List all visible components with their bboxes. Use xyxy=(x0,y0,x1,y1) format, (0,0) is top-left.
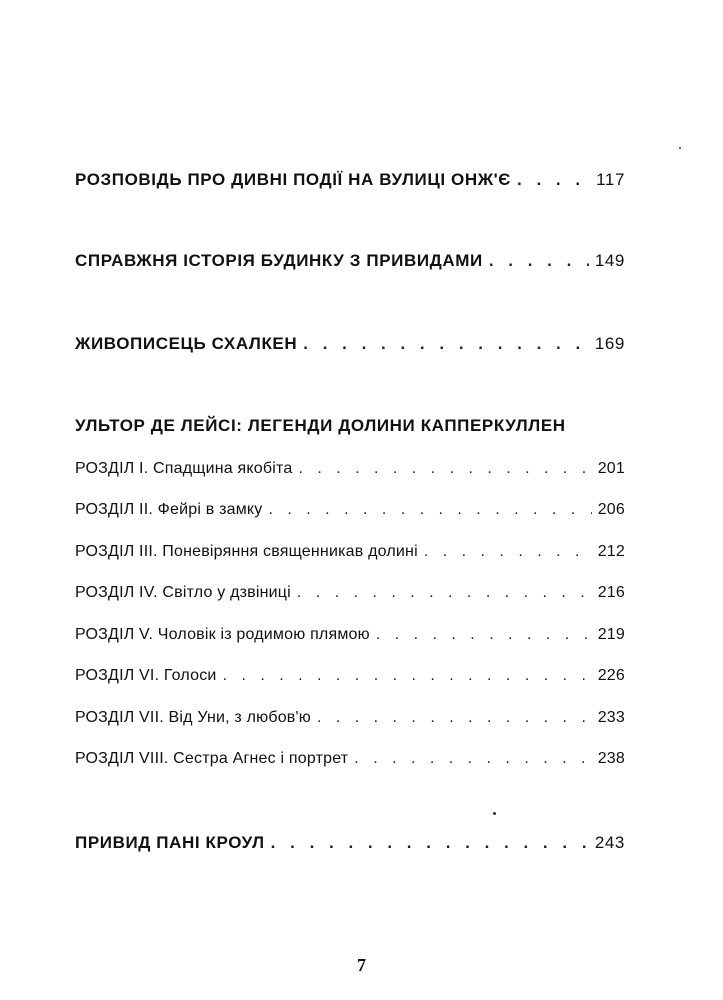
toc-entry-title: ПРИВИД ПАНІ КРОУЛ xyxy=(75,833,265,852)
chapter-entry xyxy=(75,543,625,561)
dot-leader xyxy=(269,501,592,519)
dot-leader xyxy=(489,251,589,271)
dot-leader xyxy=(223,667,592,685)
dot-leader xyxy=(271,833,589,853)
chapter-page: 216 xyxy=(597,584,625,601)
dot-leader xyxy=(297,584,592,602)
chapter-title: РОЗДІЛ ІІІ. Поневіряння священникав долині xyxy=(75,543,418,560)
toc-entry-title: РОЗПОВІДЬ ПРО ДИВНІ ПОДІЇ НА ВУЛИЦІ ОНЖ'Є xyxy=(75,170,512,189)
chapter-page: 238 xyxy=(597,750,625,767)
chapter-page: 226 xyxy=(597,667,625,684)
chapter-title: РОЗДІЛ VІ. Голоси xyxy=(75,667,217,684)
dot-leader xyxy=(317,709,592,727)
section-heading: УЛЬТОР ДЕ ЛЕЙСІ: ЛЕГЕНДИ ДОЛИНИ КАППЕРКУЛЛЕН xyxy=(75,416,566,435)
chapter-entry xyxy=(75,709,625,727)
chapter-title: РОЗДІЛ IV. Світло у дзвіниці xyxy=(75,584,291,601)
chapter-entry xyxy=(75,750,625,768)
dot-leader xyxy=(517,170,590,190)
page-number: 7 xyxy=(357,955,366,975)
chapter-title: РОЗДІЛ VІІІ. Сестра Агнес і портрет xyxy=(75,750,349,767)
toc-entry-page: 243 xyxy=(594,833,625,852)
chapter-page: 219 xyxy=(597,626,625,643)
toc-entry-page: 169 xyxy=(594,334,625,353)
dot-leader xyxy=(303,334,589,354)
chapter-title: РОЗДІЛ VІІ. Від Уни, з любов'ю xyxy=(75,709,311,726)
print-speck xyxy=(493,812,496,815)
dot-leader xyxy=(298,460,591,478)
toc-entry xyxy=(75,170,625,190)
toc-entry xyxy=(75,833,625,853)
dot-leader xyxy=(376,626,592,644)
chapter-entry xyxy=(75,667,625,685)
toc-entry-page: 117 xyxy=(596,170,625,189)
print-speck xyxy=(679,147,681,149)
chapter-entry xyxy=(75,626,625,644)
chapter-entry xyxy=(75,501,625,519)
dot-leader xyxy=(354,750,591,768)
chapter-entry xyxy=(75,584,625,602)
chapter-page: 206 xyxy=(597,501,625,518)
chapter-title: РОЗДІЛ І. Спадщина якобіта xyxy=(75,460,293,477)
dot-leader xyxy=(424,543,592,561)
toc-entry xyxy=(75,334,625,354)
chapter-entry xyxy=(75,460,625,478)
chapter-page: 212 xyxy=(597,543,625,560)
toc-entry-title: СПРАВЖНЯ ІСТОРІЯ БУДИНКУ З ПРИВИДАМИ xyxy=(75,251,483,270)
toc-entry-title: ЖИВОПИСЕЦЬ СХАЛКЕН xyxy=(75,334,298,353)
chapter-title: РОЗДІЛ V. Чоловік із родимою плямою xyxy=(75,626,370,643)
chapter-page: 201 xyxy=(597,460,625,477)
chapter-title: РОЗДІЛ ІІ. Фейрі в замку xyxy=(75,501,263,518)
toc-entry xyxy=(75,251,625,271)
toc-entry-page: 149 xyxy=(594,251,625,270)
chapter-page: 233 xyxy=(597,709,625,726)
